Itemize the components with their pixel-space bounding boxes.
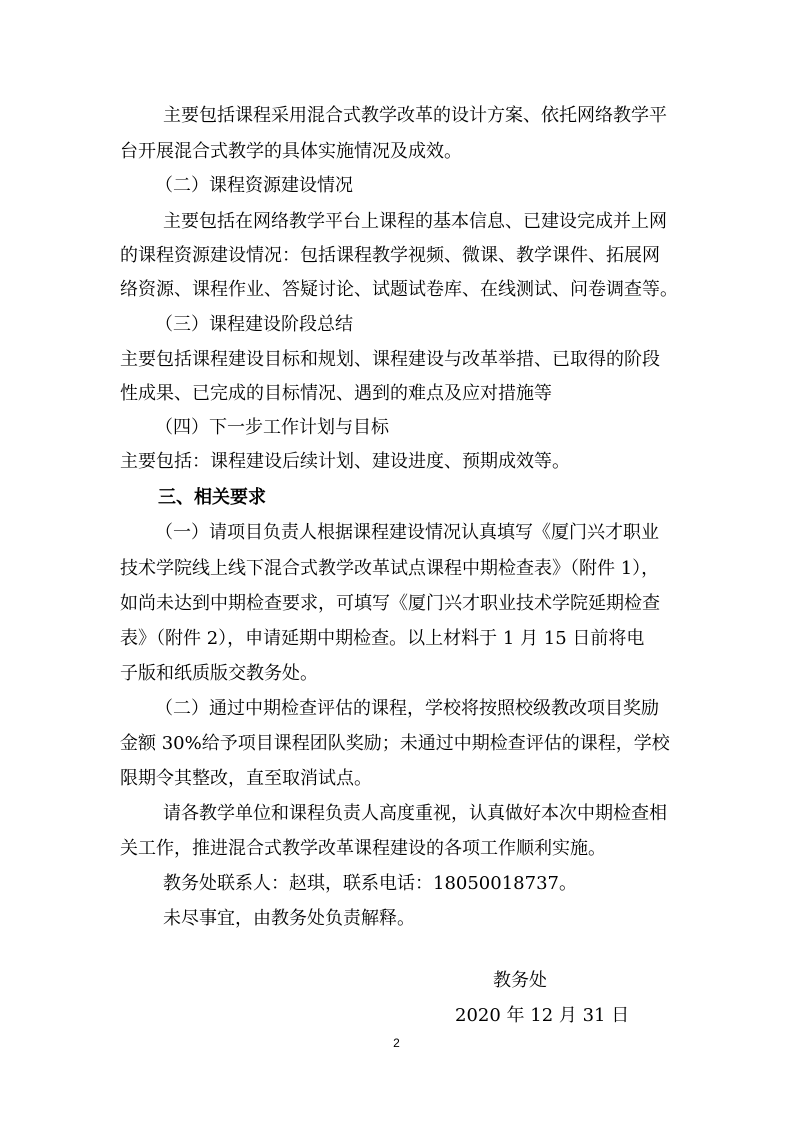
paragraph-line: 表》（附件 2），申请延期中期检查。以上材料于 1 月 15 日前将电 [120, 628, 645, 649]
paragraph-line: 络资源、课程作业、答疑讨论、试题试卷库、在线测试、问卷调查等。 [120, 279, 678, 300]
paragraph-line: 主要包括课程建设目标和规划、课程建设与改革举措、已取得的阶段 [120, 349, 660, 370]
signature-date: 2020 年 12 月 31 日 [455, 1005, 630, 1026]
subheading: （三）课程建设阶段总结 [155, 314, 353, 335]
paragraph-line: 主要包括：课程建设后续计划、建设进度、预期成效等。 [120, 451, 570, 472]
paragraph-line: 请各教学单位和课程负责人高度重视，认真做好本次中期检查相 [163, 803, 667, 824]
paragraph-line: 如尚未达到中期检查要求，可填写《厦门兴才职业技术学院延期检查 [120, 593, 660, 614]
paragraph-line: 子版和纸质版交教务处。 [120, 663, 318, 684]
paragraph-line: 台开展混合式教学的具体实施情况及成效。 [120, 141, 462, 162]
paragraph-line: 限期令其整改，直至取消试点。 [120, 768, 372, 789]
paragraph-line: （一）请项目负责人根据课程建设情况认真填写《厦门兴才职业 [155, 522, 659, 543]
subheading: （二）课程资源建设情况 [155, 175, 353, 196]
contact-line: 教务处联系人：赵琪，联系电话：18050018737。 [163, 873, 577, 894]
paragraph-line: 主要包括在网络教学平台上课程的基本信息、已建设完成并上网 [163, 211, 667, 232]
paragraph-line: 主要包括课程采用混合式教学改革的设计方案、依托网络教学平 [163, 105, 667, 126]
section-heading: 三、相关要求 [158, 487, 266, 508]
paragraph-line: 的课程资源建设情况：包括课程教学视频、微课、教学课件、拓展网 [120, 245, 660, 266]
note-line: 未尽事宜，由教务处负责解释。 [163, 908, 415, 929]
paragraph-line: （二）通过中期检查评估的课程，学校将按照校级教改项目奖励 [155, 698, 659, 719]
subheading: （四）下一步工作计划与目标 [155, 417, 389, 438]
paragraph-line: 金额 30%给予项目课程团队奖励；未通过中期检查评估的课程，学校 [120, 733, 670, 754]
page-number: 2 [393, 1036, 400, 1050]
paragraph-line: 技术学院线上线下混合式教学改革试点课程中期检查表》（附件 1）， [120, 558, 660, 579]
paragraph-line: 关工作，推进混合式教学改革课程建设的各项工作顺利实施。 [120, 838, 606, 859]
paragraph-line: 性成果、已完成的目标情况、遇到的难点及应对措施等 [120, 383, 552, 404]
signature-office: 教务处 [493, 970, 547, 991]
